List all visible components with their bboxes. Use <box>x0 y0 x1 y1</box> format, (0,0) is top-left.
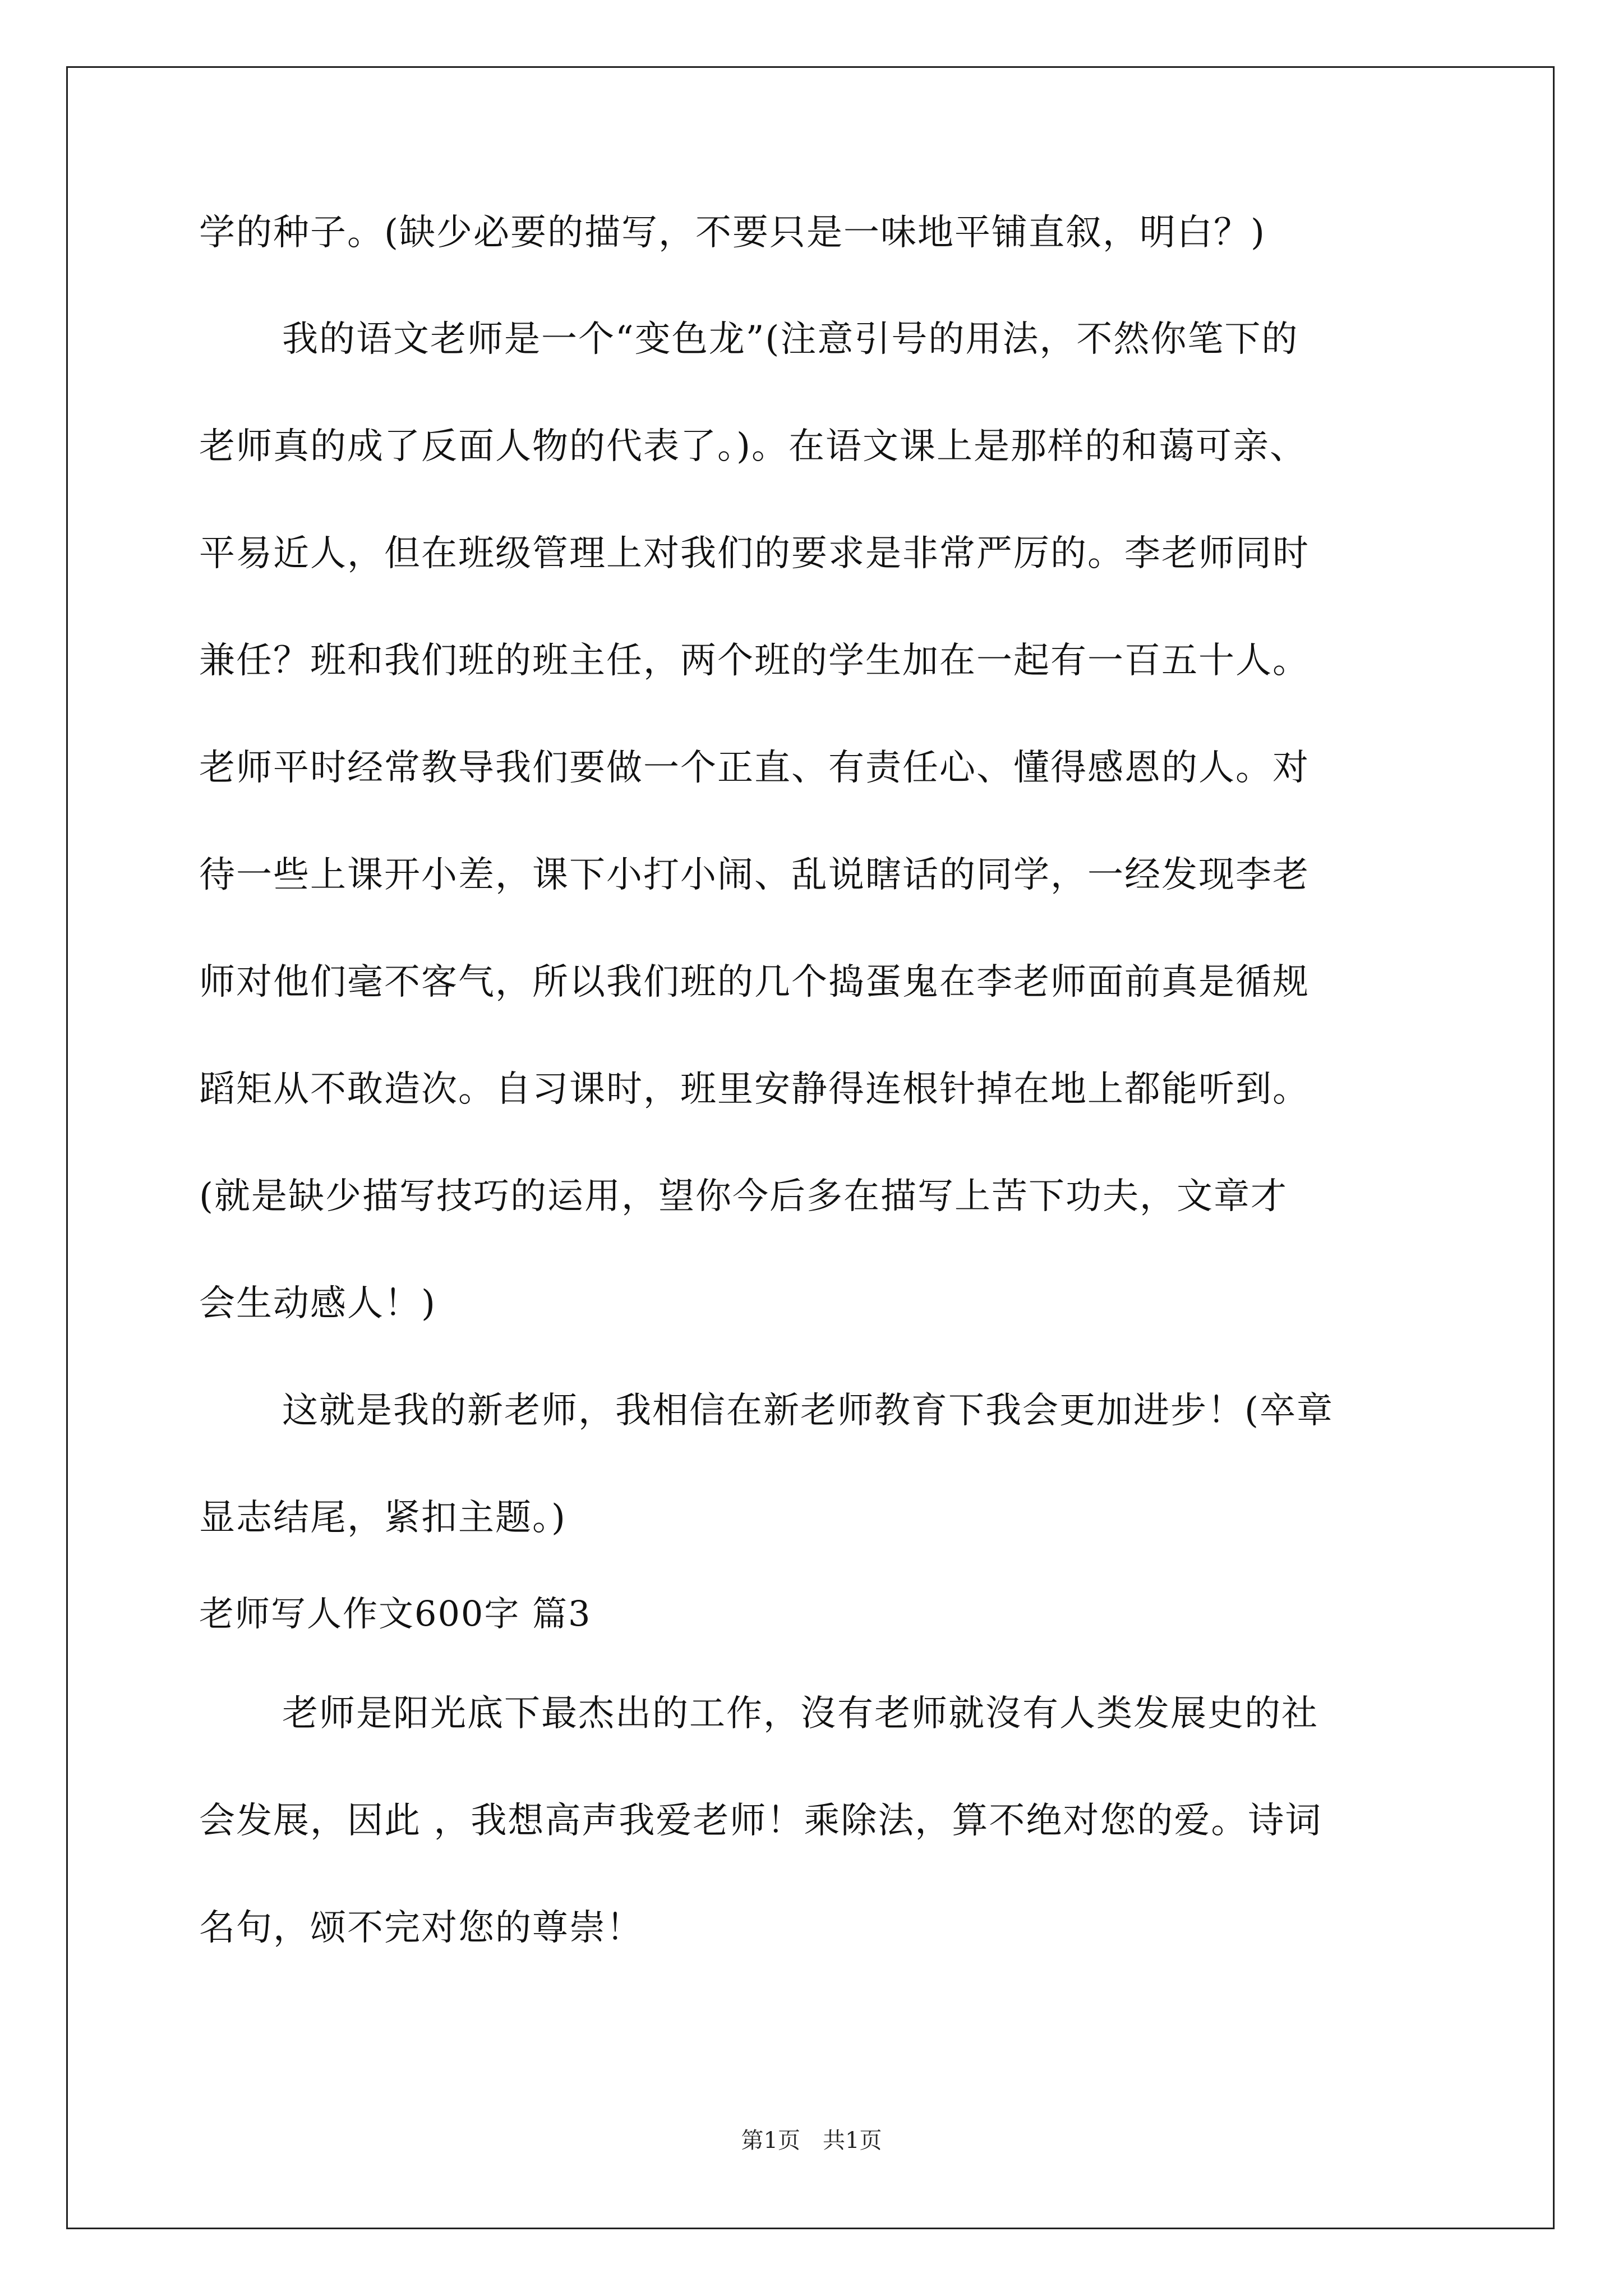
text-line: (就是缺少描写技巧的运用，望你今后多在描写上苦下功夫，文章才 <box>199 1176 1288 1217</box>
text-line: 平易近人，但在班级管理上对我们的要求是非常严厉的。李老师同时 <box>199 533 1310 574</box>
text-line: 显志结尾，紧扣主题。) <box>199 1497 566 1539</box>
paragraph-start-line: 我的语文老师是一个“变色龙”(注意引号的用法，不然你笔下的 <box>282 319 1299 360</box>
text-line: 会发展，因此 ，我想高声我爱老师！乘除法，算不绝对您的爱。诗词 <box>199 1800 1322 1842</box>
text-line: 待一些上课开小差，课下小打小闹、乱说瞎话的同学，一经发现李老 <box>199 854 1310 896</box>
text-line: 师对他们毫不客气，所以我们班的几个捣蛋鬼在李老师面前真是循规 <box>199 961 1310 1003</box>
text-line: 老师真的成了反面人物的代表了。)。在语文课上是那样的和蔼可亲、 <box>199 426 1307 467</box>
text-line: 兼任？班和我们班的班主任，两个班的学生加在一起有一百五十人。 <box>199 640 1310 682</box>
text-line: 学的种子。(缺少必要的描写，不要只是一味地平铺直叙，明白？) <box>199 212 1266 254</box>
section-heading: 老师写人作文600字 篇3 <box>199 1593 592 1634</box>
page-number-footer: 第1页 共1页 <box>741 2128 882 2154</box>
text-line: 名句，颂不完对您的尊崇！ <box>199 1907 643 1949</box>
text-line: 老师平时经常教导我们要做一个正直、有责任心、懂得感恩的人。对 <box>199 747 1310 789</box>
paragraph-start-line: 老师是阳光底下最杰出的工作，沒有老师就沒有人类发展史的社 <box>282 1693 1318 1734</box>
text-line: 会生动感人！) <box>199 1283 436 1324</box>
text-line: 蹈矩从不敢造次。自习课时，班里安静得连根针掉在地上都能听到。 <box>199 1069 1310 1110</box>
paragraph-start-line: 这就是我的新老师，我相信在新老师教育下我会更加进步！(卒章 <box>282 1390 1334 1432</box>
